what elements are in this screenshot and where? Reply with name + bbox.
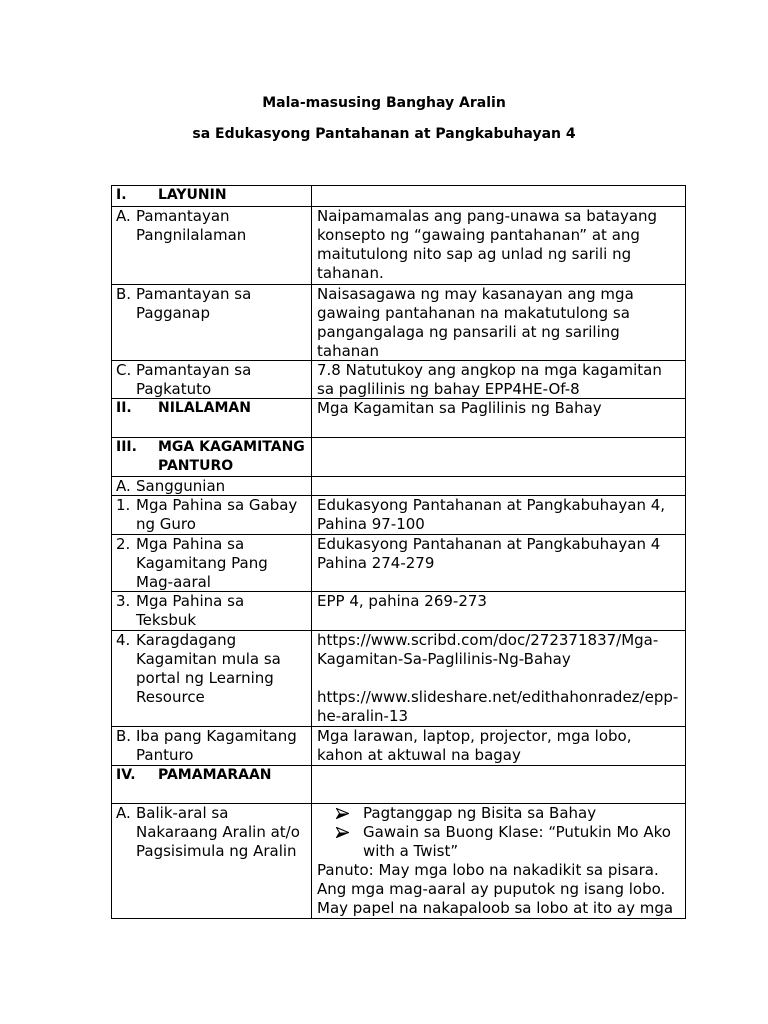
label-line: Sanggunian xyxy=(136,477,226,495)
label-line: Mga Pahina sa Gabay xyxy=(136,496,298,514)
content-paragraph xyxy=(317,496,685,534)
row-content-cell xyxy=(312,766,686,803)
bullet-item xyxy=(317,823,685,861)
content-line: tahanan. xyxy=(317,264,384,282)
item-marker: C. xyxy=(116,361,132,379)
item-marker: A. xyxy=(116,207,131,225)
row-content-cell xyxy=(312,496,686,534)
item-marker: A. xyxy=(116,804,131,822)
item-label-cell xyxy=(112,631,312,726)
row-pamantayan-pangnilalaman xyxy=(112,207,686,285)
section-heading-cell xyxy=(112,438,312,476)
section-numeral: III. xyxy=(116,439,137,455)
reference-url xyxy=(317,631,685,669)
row-nilalaman xyxy=(112,399,686,438)
label-line: MGA KAGAMITANG xyxy=(158,439,305,455)
row-content-cell xyxy=(312,361,686,398)
item-marker: 4. xyxy=(116,631,131,649)
row-content-cell xyxy=(312,804,686,918)
content-line: Mga Kagamitan sa Paglilinis ng Bahay xyxy=(317,399,602,417)
item-label-cell xyxy=(112,477,312,495)
label-line: ng Guro xyxy=(136,515,196,533)
label-line: Panturo xyxy=(136,746,194,764)
label-line: Resource xyxy=(136,688,205,706)
item-marker: B. xyxy=(116,727,132,745)
item-marker: 2. xyxy=(116,535,131,553)
content-line: Naipamamalas ang pang-unawa sa batayang xyxy=(317,207,658,225)
content-line: Pahina 274-279 xyxy=(317,554,435,572)
row-balik-aral-sa-nakaraang-aralin-at-o-pagsisimula-ng-aralin xyxy=(112,804,686,919)
section-heading xyxy=(158,766,311,785)
item-label xyxy=(136,631,311,707)
row-content-cell xyxy=(312,438,686,476)
row-content-cell xyxy=(312,477,686,495)
content-line: EPP 4, pahina 269-273 xyxy=(317,592,487,610)
content-line: pangangalaga ng pansarili at ng sariling xyxy=(317,323,620,341)
label-line: Mag-aaral xyxy=(136,573,211,591)
label-line: Iba pang Kagamitang xyxy=(136,727,297,745)
bullet-item xyxy=(317,804,685,823)
content-paragraph xyxy=(317,399,685,418)
label-line: Teksbuk xyxy=(136,611,197,629)
row-content-cell xyxy=(312,399,686,437)
content-line: Panuto: May mga lobo na nakadikit sa pisara. xyxy=(317,861,659,879)
content-line: Ang mga mag-aaral ay puputok ng isang lobo. xyxy=(317,880,666,898)
row-content-cell xyxy=(312,592,686,630)
content-line: Edukasyong Pantahanan at Pangkabuhayan 4 xyxy=(317,535,661,553)
item-marker: 1. xyxy=(116,496,131,514)
item-marker: 3. xyxy=(116,592,131,610)
item-label-cell xyxy=(112,361,312,398)
content-paragraph xyxy=(317,361,685,399)
section-heading-cell xyxy=(112,186,312,206)
content-line: Pagtanggap ng Bisita sa Bahay xyxy=(363,804,597,822)
section-numeral: II. xyxy=(116,400,132,416)
arrow-bullet-icon xyxy=(336,827,349,838)
content-line: he-aralin-13 xyxy=(317,707,409,725)
row-pamamaraan xyxy=(112,766,686,804)
section-heading-cell xyxy=(112,766,312,803)
row-content-cell xyxy=(312,207,686,284)
row-iba-pang-kagamitang-panturo xyxy=(112,727,686,766)
label-line: Pangnilalaman xyxy=(136,226,247,244)
lesson-plan-table xyxy=(111,185,686,919)
content-line: kahon at aktuwal na bagay xyxy=(317,746,521,764)
item-label xyxy=(136,496,311,534)
content-line: Naisasagawa ng may kasanayan ang mga xyxy=(317,285,634,303)
content-paragraph xyxy=(317,727,685,765)
label-line: PAMAMARAAN xyxy=(158,767,272,783)
label-line: Pamantayan sa xyxy=(136,361,252,379)
content-paragraph xyxy=(317,285,685,361)
item-marker: A. xyxy=(116,477,131,495)
row-content-cell xyxy=(312,285,686,360)
content-line: konsepto ng “gawaing pantahanan” at ang xyxy=(317,226,640,244)
item-label xyxy=(136,535,311,592)
label-line: PANTURO xyxy=(158,458,234,474)
label-line: Pagsisimula ng Aralin xyxy=(136,842,297,860)
label-line: Pagganap xyxy=(136,304,211,322)
label-line: Karagdagang xyxy=(136,631,237,649)
section-heading-cell xyxy=(112,399,312,437)
item-label xyxy=(136,285,311,323)
section-numeral: I. xyxy=(116,187,127,203)
content-line: Gawain sa Buong Klase: “Putukin Mo Ako xyxy=(363,823,671,841)
document-subtitle: sa Edukasyong Pantahanan at Pangkabuhayan 4 xyxy=(192,126,576,142)
section-heading xyxy=(158,438,311,476)
item-label-cell xyxy=(112,285,312,360)
reference-url xyxy=(317,688,685,726)
row-content-cell xyxy=(312,186,686,206)
content-line: sa paglilinis ng bahay EPP4HE-Of-8 xyxy=(317,380,580,398)
label-line: Nakaraang Aralin at/o xyxy=(136,823,300,841)
content-line: gawaing pantahanan na makatutulong sa xyxy=(317,304,630,322)
label-line: Kagamitan mula sa xyxy=(136,650,281,668)
label-line: portal ng Learning xyxy=(136,669,274,687)
label-line: Mga Pahina sa xyxy=(136,592,245,610)
label-line: Pamantayan sa xyxy=(136,285,252,303)
row-mga-pahina-sa-kagamitang-pang-mag-aaral xyxy=(112,535,686,592)
row-content-cell xyxy=(312,535,686,591)
label-line: Mga Pahina sa xyxy=(136,535,245,553)
content-line: maitutulong nito sap ag unlad ng sarili ng xyxy=(317,245,632,263)
row-layunin xyxy=(112,186,686,207)
item-label xyxy=(136,477,311,496)
content-line: https://www.slideshare.net/edithahonradez/epp- xyxy=(317,688,679,706)
item-label-cell xyxy=(112,804,312,918)
document-title: Mala-masusing Banghay Aralin xyxy=(262,95,506,111)
label-line: Balik-aral sa xyxy=(136,804,229,822)
row-karagdagang-kagamitan-mula-sa-portal-ng-learning-resource xyxy=(112,631,686,727)
content-line: Kagamitan-Sa-Paglilinis-Ng-Bahay xyxy=(317,650,571,668)
item-label xyxy=(136,804,311,861)
row-sanggunian xyxy=(112,477,686,496)
content-line: with a Twist” xyxy=(363,842,459,860)
item-label-cell xyxy=(112,207,312,284)
content-line: Mga larawan, laptop, projector, mga lobo, xyxy=(317,727,632,745)
label-line: LAYUNIN xyxy=(158,187,227,203)
item-label xyxy=(136,207,311,245)
section-heading xyxy=(158,399,311,418)
row-content-cell xyxy=(312,727,686,765)
label-line: NILALAMAN xyxy=(158,400,251,416)
content-line: https://www.scribd.com/doc/272371837/Mga- xyxy=(317,631,659,649)
item-marker: B. xyxy=(116,285,132,303)
row-content-cell xyxy=(312,631,686,726)
item-label-cell xyxy=(112,496,312,534)
label-line: Pamantayan xyxy=(136,207,230,225)
item-label xyxy=(136,361,311,399)
row-mga-kagamitang-panturo xyxy=(112,438,686,477)
row-mga-pahina-sa-teksbuk xyxy=(112,592,686,631)
content-paragraph xyxy=(317,592,685,611)
row-mga-pahina-sa-gabay-ng-guro xyxy=(112,496,686,535)
arrow-bullet-icon xyxy=(336,808,349,819)
item-label xyxy=(136,727,311,765)
content-line: Edukasyong Pantahanan at Pangkabuhayan 4, xyxy=(317,496,666,514)
item-label xyxy=(136,592,311,630)
content-line: 7.8 Natutukoy ang angkop na mga kagamitan xyxy=(317,361,662,379)
row-pamantayan-sa-pagganap xyxy=(112,285,686,361)
item-label-cell xyxy=(112,592,312,630)
content-line: tahanan xyxy=(317,342,379,360)
content-line: May papel na nakapaloob sa lobo at ito ay mga xyxy=(317,899,674,917)
item-label-cell xyxy=(112,535,312,591)
section-heading xyxy=(158,186,311,205)
row-pamantayan-sa-pagkatuto xyxy=(112,361,686,399)
label-line: Pagkatuto xyxy=(136,380,212,398)
content-paragraph xyxy=(317,861,685,918)
section-numeral: IV. xyxy=(116,767,136,783)
content-paragraph xyxy=(317,207,685,283)
label-line: Kagamitang Pang xyxy=(136,554,268,572)
content-paragraph xyxy=(317,535,685,573)
content-line: Pahina 97-100 xyxy=(317,515,425,533)
item-label-cell xyxy=(112,727,312,765)
